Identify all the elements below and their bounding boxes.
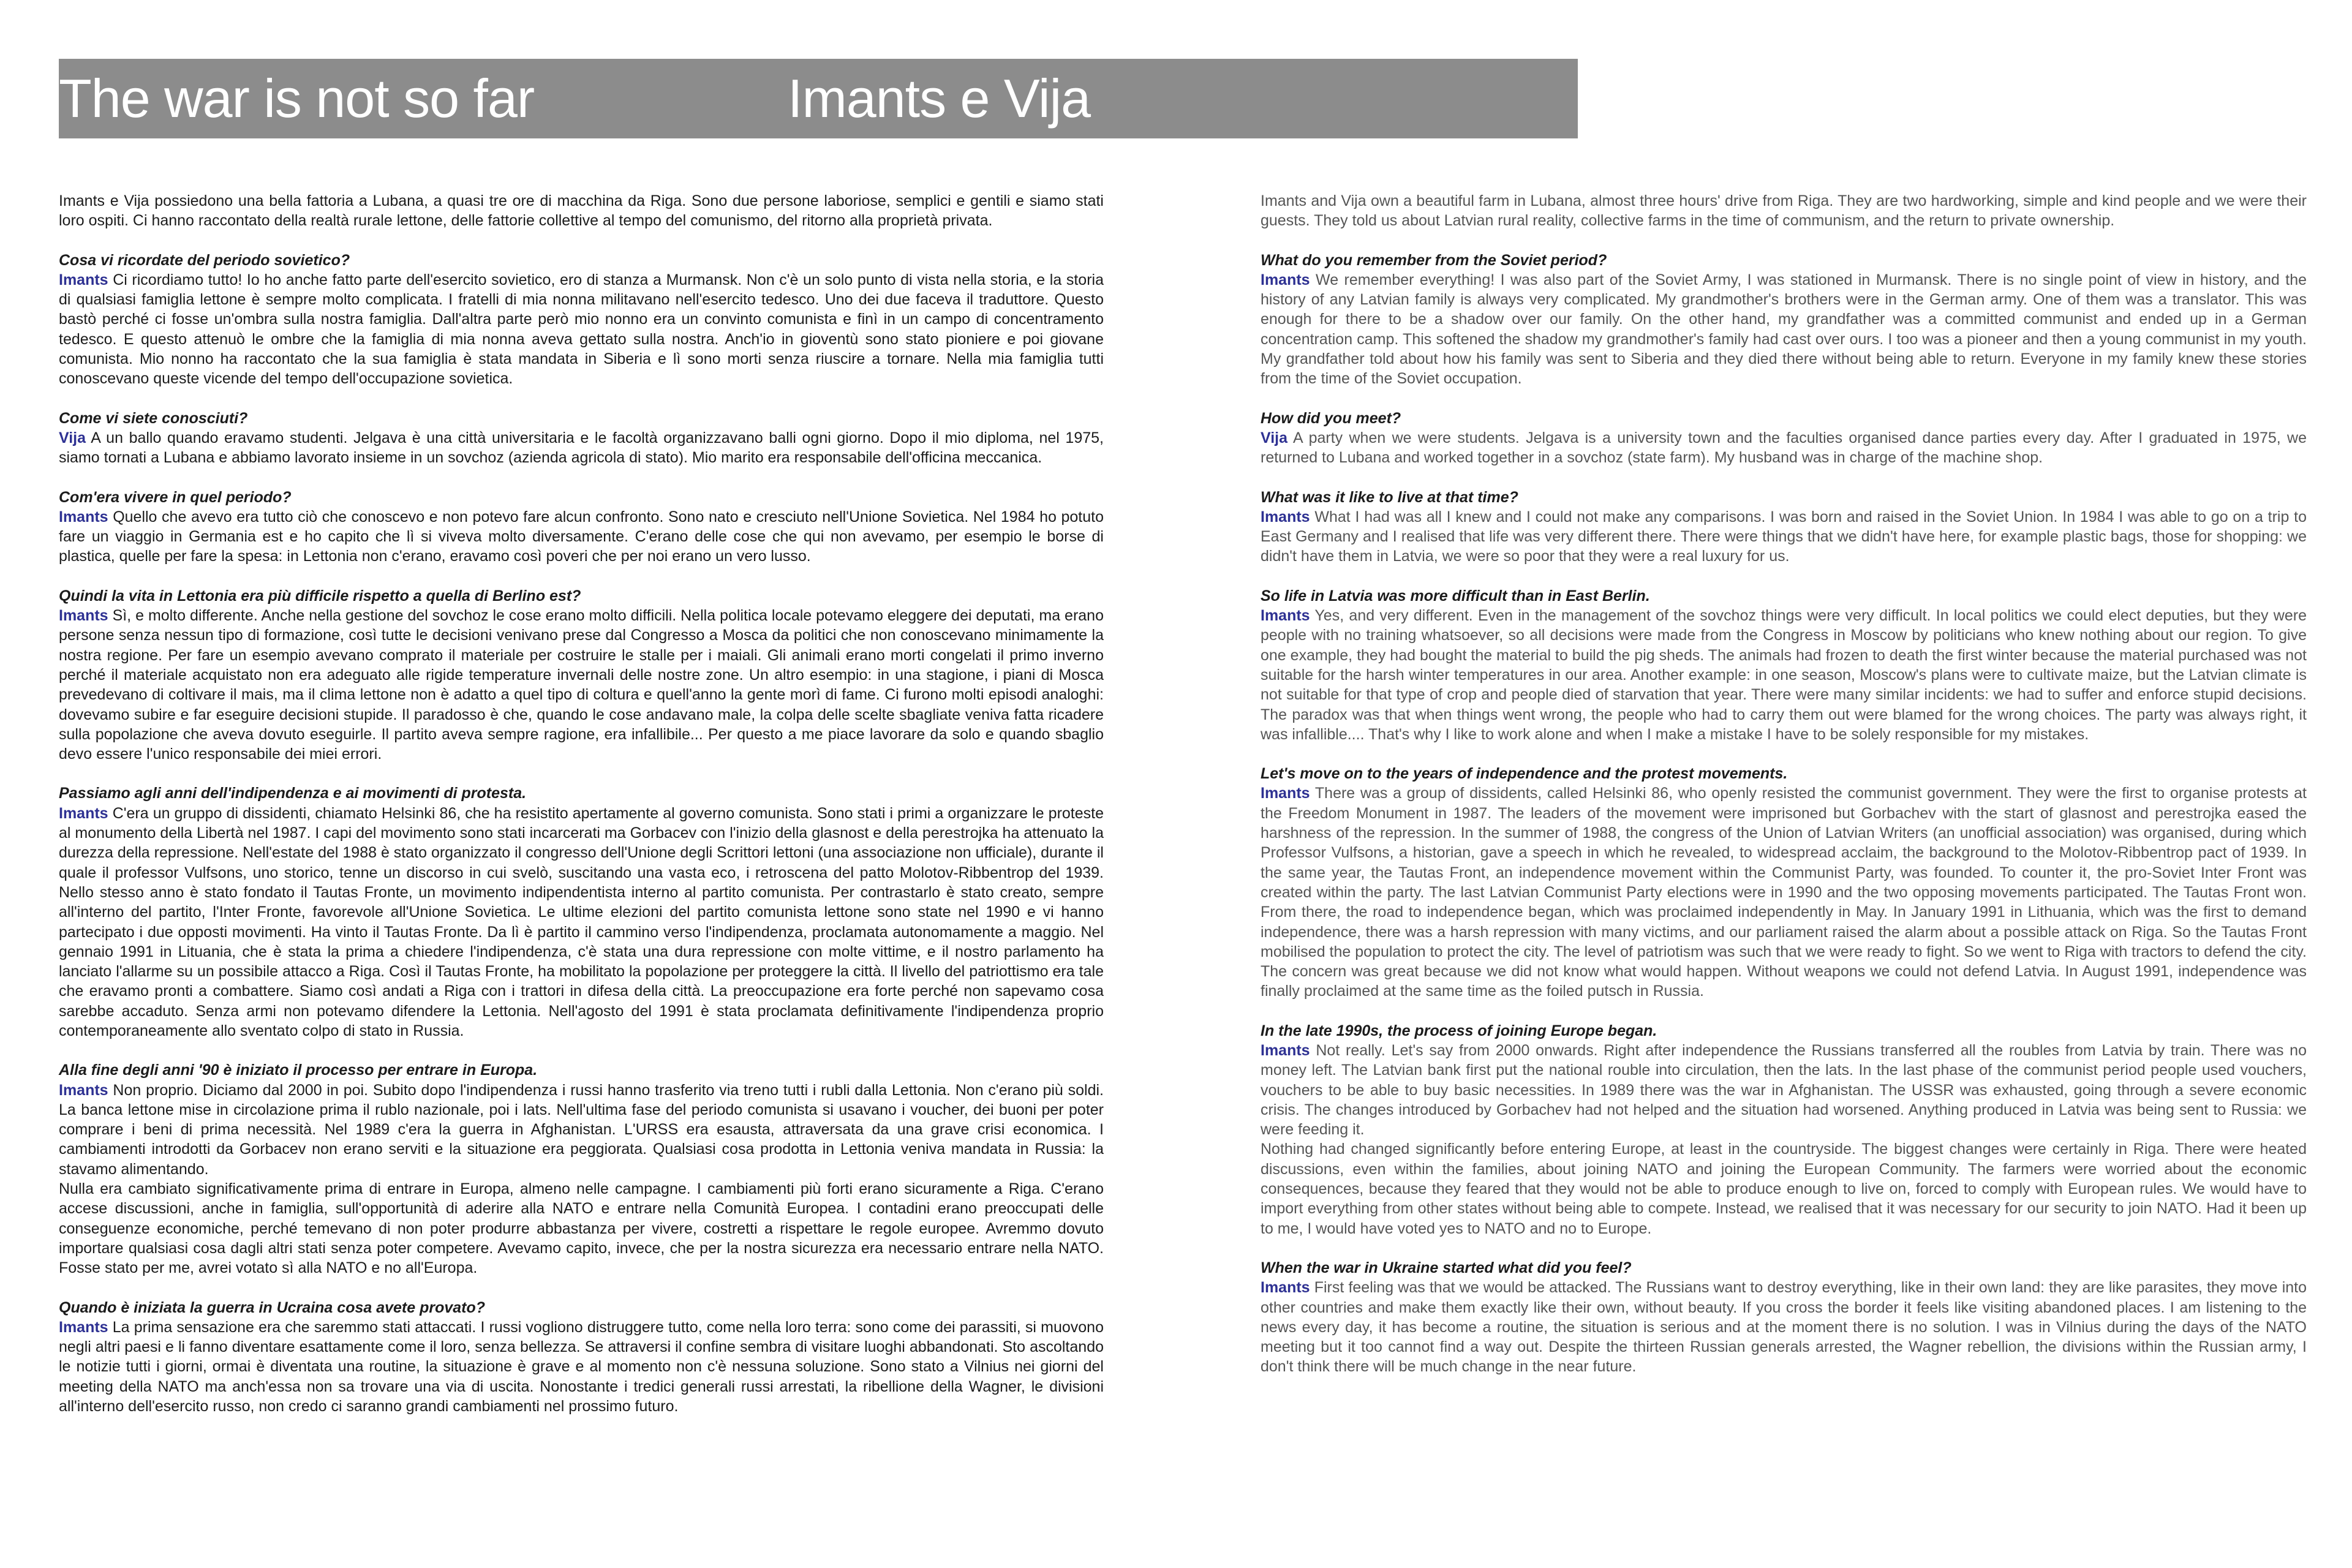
speaker-name: Vija: [1261, 429, 1288, 447]
speaker-name: Imants: [1261, 1279, 1310, 1297]
question: Quando è iniziata la guerra in Ucraina cosa avete provato?: [59, 1298, 486, 1316]
question: Come vi siete conosciuti?: [59, 409, 248, 427]
answer-text: There was a group of dissidents, called Helsinki 86, who openly resisted the communist government. They were the first to organise protests at the Freedom Monument in 1987. The leaders of the movement were imprisoned but Gorbachev with the start of glasnost and perestrojka eased the harshness of the repression. In the summer of 1988, the congress of the Union of Latvian Writers (an unofficial association) was organised, during which Professor Vulfsons, a historian, gave a speech in which he revealed, to widespread acclaim, the background to the Molotov-Ribbentrop pact of 1939. In the same year, the Tautas Front, an independence movement within the Communist Party, was founded. To counter it, the pro-Soviet Inter Front was created within the party. The last Latvian Communist Party elections were in 1990 and the two opposing movements participated. The Tautas Front won. From there, the road to independence began, which was proclaimed independently in May. In January 1991 in Lithuania, which was the first to demand independence, there was a harsh repression with many victims, and our parliament raised the alarm about a possible attack on Riga. So the Tautas Front mobilised the population to protect the city. The level of patriotism was such that we were ready to fight. So we went to Riga with tractors to defend the city. The concern was great because we did not know what would happen. Without weapons we could not defend Latvia. In August 1991, independence was finally proclaimed at the same time as the foiled putsch in Russia.: [1261, 785, 2307, 1000]
answer-text: A un ballo quando eravamo studenti. Jelgava è una città universitaria e le facoltà organizzavano balli ogni giorno. Dopo il mio diploma, nel 1975, siamo tornati a Lubana e abbiamo lavorato insieme in un sovchoz (azienda agricola di stato). Mio marito era responsabile dell'officina meccanica.: [59, 429, 1104, 467]
answer: [1261, 1278, 2307, 1376]
speaker-name: Imants: [59, 804, 108, 822]
answer-text: We remember everything! I was also part of the Soviet Army, I was stationed in Murmansk. There is no single point of view in history, and the history of any Latvian family is always very complicated. My grandmother's brothers were in the German army. One of them was a translator. This was enough for there to be a shadow over our family. On the other hand, my grandfather was a committed communist and ended up in a German concentration camp. This softened the shadow my grandmother's family had cast over ours. I too was a pioneer and then a young communist in my youth. My grandfather told about how his family was sent to Siberia and they died there without being able to return. Everyone in my family knew these stories from the time of the Soviet occupation.: [1261, 271, 2307, 388]
answer-text: A party when we were students. Jelgava is a university town and the faculties organised dance parties every day. After I graduated in 1975, we returned to Lubana and worked together in a sovchoz (state farm). My husband was in charge of the machine shop.: [1261, 429, 2307, 467]
qa-block: [59, 251, 1104, 389]
qa-block: [59, 783, 1104, 1041]
qa-block: [1261, 764, 2307, 1001]
question: Cosa vi ricordate del periodo sovietico?: [59, 251, 350, 269]
qa-block: [1261, 1021, 2307, 1238]
question: Quindi la vita in Lettonia era più difficile rispetto a quella di Berlino est?: [59, 587, 581, 605]
answer: [59, 507, 1104, 567]
question: What do you remember from the Soviet period?: [1261, 251, 1607, 269]
qa-block: [59, 1060, 1104, 1278]
speaker-name: Imants: [1261, 508, 1310, 526]
answer: [59, 1080, 1104, 1179]
speaker-name: Imants: [1261, 1041, 1310, 1059]
qa-block: [59, 586, 1104, 764]
answer-text: La prima sensazione era che saremmo stati attaccati. I russi vogliono distruggere tutto, come nella loro terra: sono come dei parassiti, si muovono negli altri paesi e li fanno diventare esattamente come il loro, senza bellezza. Se attraversi il confine sembra di visitare luoghi abbandonati. Sto ascoltando le notizie tutti i giorni, ormai è diventata una routine, la situazione è grave e al momento non c'è nessuna soluzione. Sono stato a Vilnius nei giorni del meeting della NATO ma anch'essa non sa trovare una via di uscita. Nonostante i tredici generali russi arrestati, la ribellione della Wagner, le divisioni all'interno dell'esercito russo, non credo ci saranno grandi cambiamenti nel prossimo futuro.: [59, 1318, 1104, 1415]
answer-continuation: Nothing had changed significantly before entering Europe, at least in the countryside. The biggest changes were certainly in Riga. There were heated discussions, even within the families, about joining NATO and joining the European Community. The farmers were worried about the economic consequences, because they feared that they would not be able to produce enough to live on, forced to comply with European rules. We would have to import everything from other states without being able to compete. Instead, we realised that it was necessary for our security to join NATO. Had it been up to me, I would have voted yes to NATO and no to Europe.: [1261, 1140, 2307, 1237]
qa-block: [59, 1298, 1104, 1417]
qa-block: [1261, 1258, 2307, 1377]
answer: [1261, 1041, 2307, 1139]
answer: [1261, 606, 2307, 744]
speaker-name: Imants: [59, 1318, 108, 1336]
question: What was it like to live at that time?: [1261, 488, 1518, 506]
question: In the late 1990s, the process of joining Europe began.: [1261, 1022, 1657, 1039]
answer: [1261, 428, 2307, 468]
speaker-name: Imants: [1261, 785, 1310, 802]
question: When the war in Ukraine started what did you feel?: [1261, 1259, 1632, 1276]
qa-block: [1261, 488, 2307, 567]
answer-continuation: Nulla era cambiato significativamente prima di entrare in Europa, almeno nelle campagne. I cambiamenti più forti erano sicuramente a Riga. C'erano accese discussioni, anche in famiglia, sull'opportunità di aderire alla NATO e entrare nella Comunità Europea. I contadini erano preoccupati delle conseguenze economiche, perché temevano di non poter produrre abbastanza per vivere, costretti a rispettare le regole europee. Avremmo dovuto importare qualsiasi cosa dagli altri stati senza poter competere. Avevamo capito, invece, che per la nostra sicurezza era necessario entrare nella NATO. Fosse stato per me, avrei votato sì alla NATO e no all'Europa.: [59, 1180, 1104, 1277]
answer: [59, 1317, 1104, 1416]
italian-column: [59, 191, 1104, 1436]
answer: [59, 804, 1104, 1041]
answer: [59, 606, 1104, 764]
answer-text: First feeling was that we would be attacked. The Russians want to destroy everything, like in their own land: they are like parasites, they move into other countries and make them exactly like their own, without beauty. If you cross the border it feels like visiting abandoned places. I am listening to the news every day, it has become a routine, the situation is serious and at the moment there is no solution. I was in Vilnius during the days of the NATO meeting but it too cannot find a way out. Despite the thirteen Russian generals arrested, the Wagner rebellion, the divisions within the Russian army, I don't think there will be much change in the near future.: [1261, 1279, 2307, 1376]
speaker-name: Imants: [1261, 607, 1310, 625]
answer: [1261, 783, 2307, 1001]
answer-text: C'era un gruppo di dissidenti, chiamato Helsinki 86, che ha resistito apertamente al governo comunista. Sono stati i primi a organizzare le proteste al monumento della Libertà nel 1987. I capi del movimento sono stati incarcerati ma Gorbacev con l'inizio della glasnost e della perestrojka ha attenuato la durezza della repressione. Nell'estate del 1988 è stato organizzato il congresso dell'Unione degli Scrittori lettoni (una associazione non ufficiale), durante il quale il professor Vulfsons, uno storico, tenne un discorso in cui svelò, suscitando una vasta eco, i retroscena del patto Molotov-Ribbentrop del 1939. Nello stesso anno è stato fondato il Tautas Fronte, un movimento indipendentista interno al partito comunista. Per contrastarlo è stato creato, sempre all'interno del partito, l'Inter Fronte, favorevole all'Unione Sovietica. Le ultime elezioni del partito comunista lettone sono state nel 1990 e vi hanno partecipato i due opposti movimenti. Ha vinto il Tautas Fronte. Da lì è partito il cammino verso l'indipendenza, proclamata autonomamente a maggio. Nel gennaio 1991 in Lituania, che è stata la prima a chiedere l'indipendenza, c'è stata una dura repressione con molte vittime, e il nostro parlamento ha lanciato l'allarme su un possibile attacco a Riga. Così il Tautas Fronte, ha mobilitato la popolazione per proteggere la città. Il livello del patriottismo era tale che eravamo pronti a combattere. Siamo così andati a Riga con i trattori in difesa della città. La preoccupazione era forte perché non sapevamo cosa sarebbe accaduto. Senza armi non potevamo difendere la Lettonia. Nell'agosto del 1991 è stata proclamata definitivamente l'indipendenza proprio contemporaneamente allo sventato colpo di stato in Russia.: [59, 804, 1104, 1039]
qa-block: [1261, 409, 2307, 468]
speaker-name: Imants: [1261, 271, 1310, 288]
answer-text: Quello che avevo era tutto ciò che conoscevo e non potevo fare alcun confronto. Sono nato e cresciuto nell'Unione Sovietica. Nel 1984 ho potuto fare un viaggio in Germania est e ho capito che lì si viveva molto diversamente. C'erano delle cose che qui non avevamo, per esempio le borse di plastica, quelle per fare la spesa: in Lettonia non c'erano, eravamo così poveri che per noi erano un vero lusso.: [59, 508, 1104, 565]
speaker-name: Imants: [59, 508, 108, 526]
page-title: The war is not so far: [59, 68, 535, 129]
title-bar: [59, 59, 1578, 138]
intro-paragraph: Imants and Vija own a beautiful farm in Lubana, almost three hours' drive from Riga. They are two hardworking, simple and kind people and we were their guests. They told us about Latvian rural reality, collective farms in the time of communism, and the return to private ownership.: [1261, 192, 2307, 230]
qa-block: [1261, 586, 2307, 744]
question: Alla fine degli anni '90 è iniziato il processo per entrare in Europa.: [59, 1061, 538, 1079]
speaker-name: Imants: [59, 1081, 108, 1099]
speaker-name: Vija: [59, 429, 86, 447]
english-column: [1261, 191, 2307, 1396]
question: Let's move on to the years of independence and the protest movements.: [1261, 765, 1788, 783]
answer-text: Yes, and very different. Even in the management of the sovchoz things were very difficult. In local politics we could elect deputies, but they were people with no training whatsoever, so all decisions were made from the Congress in Moscow by politicians who knew nothing about our region. To give one example, they had bought the material to build the pig sheds. The animals had frozen to death the first winter because the material purchased was not suitable for the harsh winter temperatures in our area. Another example: in one season, Moscow's plans were to cultivate maize, but the Latvian climate is not suitable for that type of crop and people died of starvation that year. There were many similar incidents: we had to suffer and enforce stupid decisions. The paradox was that when things went wrong, the people who had to carry them out were blamed for the wrong choices. The party was always right, it was infallible.... That's why I like to work alone and when I make a mistake I have to be solely responsible for my mistakes.: [1261, 607, 2307, 743]
question: Com'era vivere in quel periodo?: [59, 488, 292, 506]
speaker-name: Imants: [59, 607, 108, 625]
answer-text: Not really. Let's say from 2000 onwards. Right after independence the Russians transferred all the roubles from Latvia by train. There was no money left. The Latvian bank first put the national rouble into circulation, then the lats. In the last phase of the communist period people used vouchers, vouchers to be able to buy basic necessities. In 1989 there was the war in Afghanistan. The USSR was exhausted, going through a severe economic crisis. The changes introduced by Gorbachev had not helped and the situation had worsened. Anything produced in Latvia was being sent to Russia: we were feeding it.: [1261, 1041, 2307, 1139]
answer: [59, 270, 1104, 389]
question: So life in Latvia was more difficult than in East Berlin.: [1261, 587, 1650, 605]
answer-text: Ci ricordiamo tutto! Io ho anche fatto parte dell'esercito sovietico, ero di stanza a Murmansk. Non c'è un solo punto di vista nella storia, e la storia di qualsiasi famiglia lettone è sempre molto complicata. I fratelli di mia nonna militavano nell'esercito tedesco. Uno dei due faceva il traduttore. Questo bastò perché ci fosse un'ombra sulla nostra famiglia. Dall'altra parte però mio nonno era un convinto comunista e finì in un campo di concentramento tedesco. E questo attenuò le ombre che la famiglia di mia nonna aveva gettato sulla nostra. Anch'io in gioventù sono stato pioniere e poi giovane comunista. Mio nonno ha raccontato che la sua famiglia è stata mandata in Siberia e lì sono morti senza riuscire a tornare. Nella mia famiglia tutti conoscevano queste vicende del tempo dell'occupazione sovietica.: [59, 271, 1104, 388]
answer: [1261, 507, 2307, 567]
speaker-name: Imants: [59, 271, 108, 288]
question: How did you meet?: [1261, 409, 1401, 427]
qa-block: [59, 409, 1104, 468]
qa-block: [1261, 251, 2307, 389]
qa-block: [59, 488, 1104, 567]
answer-text: Sì, e molto differente. Anche nella gestione del sovchoz le cose erano molto difficili. Nella politica locale potevamo eleggere dei deputati, ma erano persone senza nessun tipo di formazione, così tutte le decisioni venivano prese dal Congresso a Mosca da politici che non conoscevano minimamente la nostra regione. Per fare un esempio avevano comprato il materiale per costruire le stalle per i maiali. Gli animali erano morti congelati il primo inverno perché il materiale acquistato non era adeguato alle rigide temperature invernali delle nostre zone. Un altro esempio: in una stagione, i piani di Mosca prevedevano di coltivare il mais, ma il clima lettone non è adatto a quel tipo di coltura e quell'anno la gente morì di fame. Ci furono molti episodi analoghi: dovevamo subire e far eseguire decisioni stupide. Il paradosso è che, quando le cose andavano male, la colpa delle scelte sbagliate veniva fatta ricadere sulla popolazione che aveva dovuto eseguirle. Il partito aveva sempre ragione, era infallibile... Per questo a me piace lavorare da solo e quando sbaglio devo essere l'unico responsabile dei miei errori.: [59, 607, 1104, 763]
question: Passiamo agli anni dell'indipendenza e ai movimenti di protesta.: [59, 785, 527, 802]
answer-text: What I had was all I knew and I could not make any comparisons. I was born and raised in the Soviet Union. In 1984 I was able to go on a trip to East Germany and I realised that life was very different there. There were things that we didn't have here, for example plastic bags, those for shopping: we didn't have them in Latvia, we were so poor that they were a real luxury for us.: [1261, 508, 2307, 565]
answer: [1261, 270, 2307, 389]
answer: [59, 428, 1104, 468]
interview-title: Imants e Vija: [788, 68, 1091, 129]
intro-paragraph: Imants e Vija possiedono una bella fattoria a Lubana, a quasi tre ore di macchina da Riga. Sono due persone laboriose, semplici e gentili e siamo stati loro ospiti. Ci hanno raccontato della realtà rurale lettone, delle fattorie collettive al tempo del comunismo, del ritorno alla proprietà privata.: [59, 192, 1104, 230]
answer-text: Non proprio. Diciamo dal 2000 in poi. Subito dopo l'indipendenza i russi hanno trasferito via treno tutti i rubli dalla Lettonia. Non c'erano più soldi. La banca lettone mise in circolazione prima il rublo nazionale, poi i lats. Nell'ultima fase del periodo comunista si usavano i voucher, dei buoni per poter comprare i beni di prima necessità. Nel 1989 c'era la guerra in Afghanistan. L'URSS era esausta, attraversata da una grave crisi economica. I cambiamenti introdotti da Gorbacev non erano serviti e la situazione era peggiorata. Qualsiasi cosa prodotta in Lettonia veniva mandata in Russia: la stavamo alimentando.: [59, 1081, 1104, 1178]
